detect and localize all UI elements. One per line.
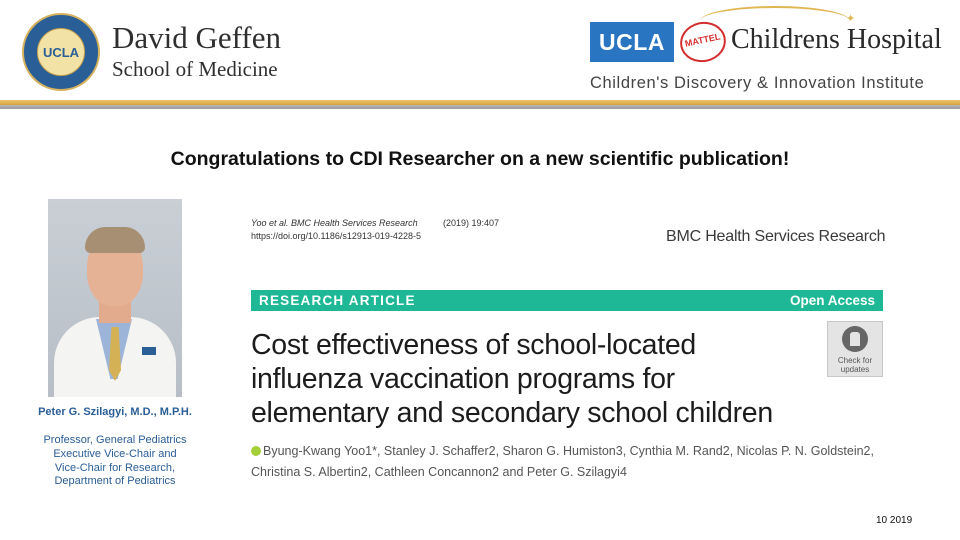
researcher-title-line: Vice-Chair for Research, [54, 461, 176, 474]
ucla-logo: UCLA [590, 22, 674, 62]
researcher-title [20, 434, 210, 489]
check-updates-text [828, 356, 882, 374]
star-icon: ✦ [846, 13, 856, 25]
ucla-seal-logo [22, 13, 100, 91]
seal-text: UCLA [42, 45, 80, 60]
hospital-name: Childrens Hospital [731, 24, 942, 55]
footer-date: 10 2019 [876, 515, 913, 526]
check-for-updates-badge [827, 321, 883, 377]
school-name-line2: School of Medicine [112, 57, 278, 81]
researcher-title-line: Department of Pediatrics [54, 475, 176, 488]
article-title-line: elementary and secondary school children [251, 397, 773, 429]
photo-hair [85, 227, 145, 253]
authors-line: Christina S. Albertin2, Cathleen Concannon2 and Peter G. Szilagyi4 [251, 465, 627, 479]
article-title-line: influenza vaccination programs for [251, 363, 675, 395]
article-type-label: RESEARCH ARTICLE [259, 293, 416, 308]
article-title [251, 328, 821, 430]
authors-line: Byung-Kwang Yoo1*, Stanley J. Schaffer2, Sharon G. Humiston3, Cynthia M. Rand2, Nicolas P. N. Goldstein2, [263, 444, 874, 458]
researcher-name: Peter G. Szilagyi, M.D., M.P.H. [38, 406, 192, 418]
citation-text: Yoo et al. BMC Health Services Research [251, 218, 418, 228]
journal-name: BMC Health Services Research [666, 228, 886, 245]
open-access-label: Open Access [789, 293, 875, 308]
researcher-title-line: Professor, General Pediatrics [43, 434, 187, 446]
researcher-title-line: Executive Vice-Chair and [53, 447, 177, 460]
citation-year: (2019) 19:407 [443, 218, 500, 228]
institute-name: Children's Discovery & Innovation Institute [590, 74, 925, 92]
article-authors [251, 441, 891, 483]
page-headline: Congratulations to CDI Researcher on a new scientific publication! [170, 148, 790, 170]
mattel-logo-text: MATTEL [684, 31, 722, 49]
school-name-line1: David Geffen [112, 20, 282, 55]
article-citation [251, 217, 500, 243]
article-type-bar [251, 290, 883, 311]
header-divider [0, 100, 960, 109]
check-updates-line: Check for [837, 356, 873, 365]
photo-badge [142, 347, 156, 355]
bookmark-icon [842, 326, 868, 352]
article-title-line: Cost effectiveness of school-located [251, 329, 696, 361]
orcid-icon [251, 446, 261, 456]
check-updates-line: updates [840, 365, 870, 374]
article-doi: https://doi.org/10.1186/s12913-019-4228-5 [251, 231, 421, 241]
researcher-photo [48, 199, 182, 397]
